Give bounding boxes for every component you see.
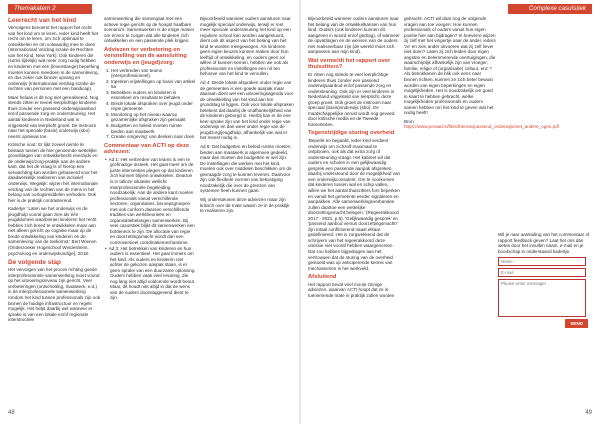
paragraph: Kadertje: 'Laten we het onderwijs en de jeugdhulp vooral gaan zien als één jeugddomein waarbinnen kinderen het recht hebben zich breed te ontwikkelen maar aan niet alleen gericht op cognitie maar op de brede ontwikkeling van kinderen en de samenleving van de toekomst.' Bert Wienen (Onderzoeker Hogeschool Windesheim, psycholoog en onderwijskundige), 2018. xyxy=(8,206,97,256)
paragraph: Het rapport bevat veel mooie zinnige adviezen, waarvan ACTI hoopt dat ze in toenemende mate in praktijk zullen worden xyxy=(308,281,395,298)
paragraph: Er zitten nog steeds te veel leerplichtige kinderen thuis zonder een passend onderwijsaanbod en/of passende zorg en ondersteuning. Ook zijn er veel kinderen in Nederland vrijgesteld van leerplicht, deze groep groeit. Ook groeit de instroom naar speciaal (basis)onderwijs (sbo). De maatschappelijke onrust wordt nog gevoed door kritische media en de Tweede Kamerleden. xyxy=(308,72,395,127)
column-3 xyxy=(200,16,294,406)
page-number-right: 49 xyxy=(585,410,592,416)
heading-adviezen: Adviezen ter verbetering en versnelling van de aansluiting onderwijs en (jeugd)zorg: xyxy=(104,46,187,66)
list-item: • Ad 1: Het verbreden van teams is een te grofmazige insteek. Het gaat meer om de juiste interventies plegen op dat kinderen zich kunnen blijven ontwikkelen. Deartoe is in talloze situaties wellicht interprofessionele begeleiding noodzakelijk. Aan de andere kant moeten professionals vanuit verschillende sectoren, organisaties, beroepsgroepen met ook conform daarsen verschillende tradities van werktheorieën en organisatiebelangen samenwerken. Bij veel casuïstiek blijkt dit samenwerken een bottleneck te zijn. De allocatie van regie en doorzettingsmacht wordt dan een controversieel coördinatiemechanisme. xyxy=(110,157,196,246)
send-button[interactable]: SEND xyxy=(565,319,588,328)
source-link[interactable]: https://www.poraad.nl/files/themas/passend_onderwijs/met_andere_ogen.pdf xyxy=(404,124,559,130)
column-2 xyxy=(104,16,196,406)
heading-volgende-stap: De volgende stap xyxy=(8,259,61,267)
email-input[interactable] xyxy=(498,268,586,277)
comment-list xyxy=(110,157,196,301)
name-input[interactable] xyxy=(498,257,586,266)
page-number-left: 48 xyxy=(8,410,15,416)
paragraph: Wij ondersteunen deze adviezen maar zijn kritisch over de mate waarin ze in de praktijk te realiseren zijn. xyxy=(200,196,290,214)
feedback-form xyxy=(498,232,594,384)
paragraph: gebracht. ACTI wil daar nog de volgende vragen aan toe voegen: Hoe kunnen professionals of ouders vanuit hun eigen positie hier aan bijdragen? In hoeverre wijzen zij zelf met het vingertje naar de ander, ieders 'ze' en zien ander uitvoeren wat zij zelf liever niet doen? Laten zij zich leiden door eigen angsten en belemmerende overtuigingen, die waarschijnlijk afhankelijk zijn van vroeger, familie, religie of (organisatie) cultuur, enz.? Als betrokkenen de blik ook eens naar binnen richten, kunnen ze zich beter bewust worden van eigen beperkingen en eigen mogelijkheden. Het is noodzakelijk om goed in kaart te hebben gebracht, welke mogelijkheden professionals en ouders samen hebben om het kind te geven wat het nodig heeft! xyxy=(404,16,496,116)
list-item: • Ad 3: Het betrekken van kinderen en hun ouders is essentieel. Het gaat immers om het kind. Als ouders en kinderen niet achter de gekozen aanpak staan, is er geen sprake van een duurzame oplossing. Ouders hebben vaak veel ervaring, die nog lang niet altijd voldoende wordt benut. Maar, dit houdt niet altijd in dat de wens van de ouders doorslaggevend dient te zijn. xyxy=(110,246,196,301)
paragraph: Kritische noot: Er lijkt zoveel ruimte te bestaan tussen de hier genoemde wettelijke grondslagen van ontwikkelrecht enerzijds en de onderwijs/zorg-praktijk aan de andere kant, dat het de vraag is of hierop een verwachting kan worden gebaseerd voor het daadwerkelijk realiseren van inclusief onderwijs. Wegwijk: wijzen het internationale verdrag van de rechten van de mens in het belang van oorlogsmiddelen verboden. Ook hier is de praktijk contrasterend. xyxy=(8,142,98,203)
section-tag-left: Themakatern 2 xyxy=(8,4,92,14)
list-item: 3. Betrekken ouders en kinderen is essentieel om resultaat te behalen xyxy=(111,90,196,101)
heading-leerrecht: Leerrecht van het kind xyxy=(8,17,77,24)
heading-sturing: Tegenstrijdige sturing overheid xyxy=(308,130,395,137)
paragraph: Bijvoorbeeld wanneer ouders aansturen naar mogelijk speciaal onderwijs, terwijl er met meer speciale ondersteuning het kind op een reguliere school kan worden aangestuurd, dient ook dit aspect van het belang van het kind te worden meegewogen. Als kinderen geen eigen keuzes kunnen maken door hun leeftijd of ontwikkeling, en ouders geen rol willen of kunnen nemen, hebben we ook als professionals en instellingen een rol ten behoeve van het kind te vervullen. xyxy=(200,16,291,77)
column-6 xyxy=(500,16,594,226)
list-item: 2. Inperken vrijstellingen op basis van artikel 5a xyxy=(111,79,196,90)
paragraph: Het vervolgen van het proces richting goede interprofessionele samenwerking moet vooral op het uitvoeringsniveau zijn gericht. Veel verbeteringen (ontschotting, maatwerk, e.d.) in de interprofessionele samenwerking rondom het kind tussen professionals zijn ook binnen de huidige infrastructuur en regels mogelijk. Het helpt daarbij wel wanneer er sprake is van een lokale en/of regionale interstructele xyxy=(8,267,100,323)
source-label: Bron: xyxy=(404,118,415,124)
list-item: 7. Creatie omgeving: van denken naar doen xyxy=(111,134,196,140)
paragraph: samenwerking die samengaat met een actieve regie gericht op de hoogst haalbare scenario's. Samenwerken is de enige manier om ervoor te zorgen dat alle kinderen zich ontwikkelen en een passende plek krijgen. xyxy=(104,16,195,44)
list-item: 4. Brede lokale afspraken over jeugd onder regie gemeente xyxy=(111,101,196,112)
source-line xyxy=(404,118,559,130)
paragraph: Vervolgens benoemt het rapport het recht van het kind om te leren. Ieder kind heeft het recht om te leren, om zich optimaal te ontwikkelen en om volwaardig mee te doen (Internationaal Verdrag inzake de Rechten van het Kind, New York). Ook kinderen die (soms tijdelijk) wat meer zorg nodig hebben en kinderen met een (levenslange) beperking moeten kunnen meedoen in de samenleving, en dus zeker ook binnen opvang en onderwijs (Internationaal verdrag inzake de rechten van personen met een handicap). xyxy=(8,25,100,92)
heading-commentaar: Commentaar van ACTI op deze adviezen: xyxy=(104,142,190,156)
form-intro: Wil je naar aanleiding van het commentaar of rapport feedback geven? Laat het ons dan weten door het invullen naam, e-mail en je boodschap in onderstaand kadertje. xyxy=(498,232,590,254)
paragraph: Ad 4: Brede lokale afspraken onder regie van de gemeenten is een goede aanpak maar daaraan dient wel een uitvoeringsagenda voor de ontwikkeling van het kind aan ten grondslag te liggen. Ook voor lokale afspraken betekent dat daarbij de onafhankelijkheid van de kinderen geborgd is. Hierbij kan er de ene keer sprake zijn van het kind onder regie van onderwijs en dan weer onder regie van de jeugdzorg/jeugdhulp, afhankelijk van wat er het meest nodig is. xyxy=(200,80,294,141)
section-tag-right: Complexe casuïstiek xyxy=(508,4,592,14)
column-1 xyxy=(8,16,100,406)
column-4 xyxy=(308,16,400,406)
paragraph: Ad 6: Dat budgetten en beleid ruimte moeten bieden aan maatwerk is algemeen gedeeld, maar dan moeten die budgetten er wel zijn. De instellingen die werken met het kind, moeten ook over middelen beschikken om de gevraagde zorg te kunnen leveren. Daarvoor zijn ook flexibele vormen van bekostiging noodzakelijk die over de grenzen van systemen heen kunnen gaan. xyxy=(200,144,292,194)
heading-afsluitend: Afsluitend xyxy=(308,274,337,281)
list-item: 1. Het verbreden van teams (interprofessioneel) xyxy=(111,68,196,79)
paragraph: Bijvoorbeeld wanneer ouders aansturen naar het belang van de ontwikkelkansen van hun kind. Ouders (ook kinderen kunnen dit aangeven in woord en/of gedrag), of wanneer de opvattingen en de wensen van de ouders niet realiseerbaar zijn (de wereld moet zich aanpassen aan mijn kind). xyxy=(308,16,400,55)
list-item: 5. Monitoring op het niveau waarop gezamenlijke afspraken zijn gemaakt xyxy=(111,112,196,123)
paragraph: Maar helaas is dit nog niet gerealiseerd. Nog steeds zitten er teveel leerplichtige kinderen thuis zonder een passend onderwijsaanbod en/of passende zorg en ondersteuning. Het aantal kinderen in Nederland wat is vrijgesteld van leerplicht groeit. De instroom naar het speciale (basis) onderwijs (sbo) neemt opnieuw toe. xyxy=(8,94,99,139)
heading-thuiszitters: Wat vermeldt het rapport over thuiszitters? xyxy=(308,57,391,71)
page-gutter xyxy=(299,0,301,424)
paragraph: 'Beperkt en begaafd, ieder kind verdient onderwijs om zichzelf maximaal te ontplooien, ook als dat extra zorg of ondersteuning vraagt. Het kabinet wil dat ouders en scholen in een gelijkwaardig gesprek een passende aanpak afspreken, daarbij ondersteund door de mogelijkheid van een onderwijsconsulent. Om te voorkomen dat kinderen tussen wal en schip vallen, willen we het aantal thuiszitters fors beperken en vanuit het gemeente eerder signaleren en aanpakken. Alle samenwerkingsverbanden zullen daartoe een wettelijke doorzettingsmacht belegen.' (Regeerakkoord 2017 - 2021, p.9). 'Gelijkwaardig gesprek' en 'passend aanbod versus doorzettingsmacht!' zijn totaal conflicterend naast elkaar gedefinieerd. Het is zorgwekkend dat de schrijvers van het regeerakkoord deze omissie niet vooraf hebben waargenomen. Dat zou hebben bijgedragen aan het vertrouwen dat de sturing van de overheid gestoeld was op anticiperende kennis van mechanismen in het werkveld. xyxy=(308,138,401,271)
advice-list xyxy=(111,68,196,140)
message-textarea[interactable] xyxy=(498,279,586,317)
list-item: 6. Budgetten en beleid moeten ruimte bieden aan maatwerk xyxy=(111,123,196,134)
